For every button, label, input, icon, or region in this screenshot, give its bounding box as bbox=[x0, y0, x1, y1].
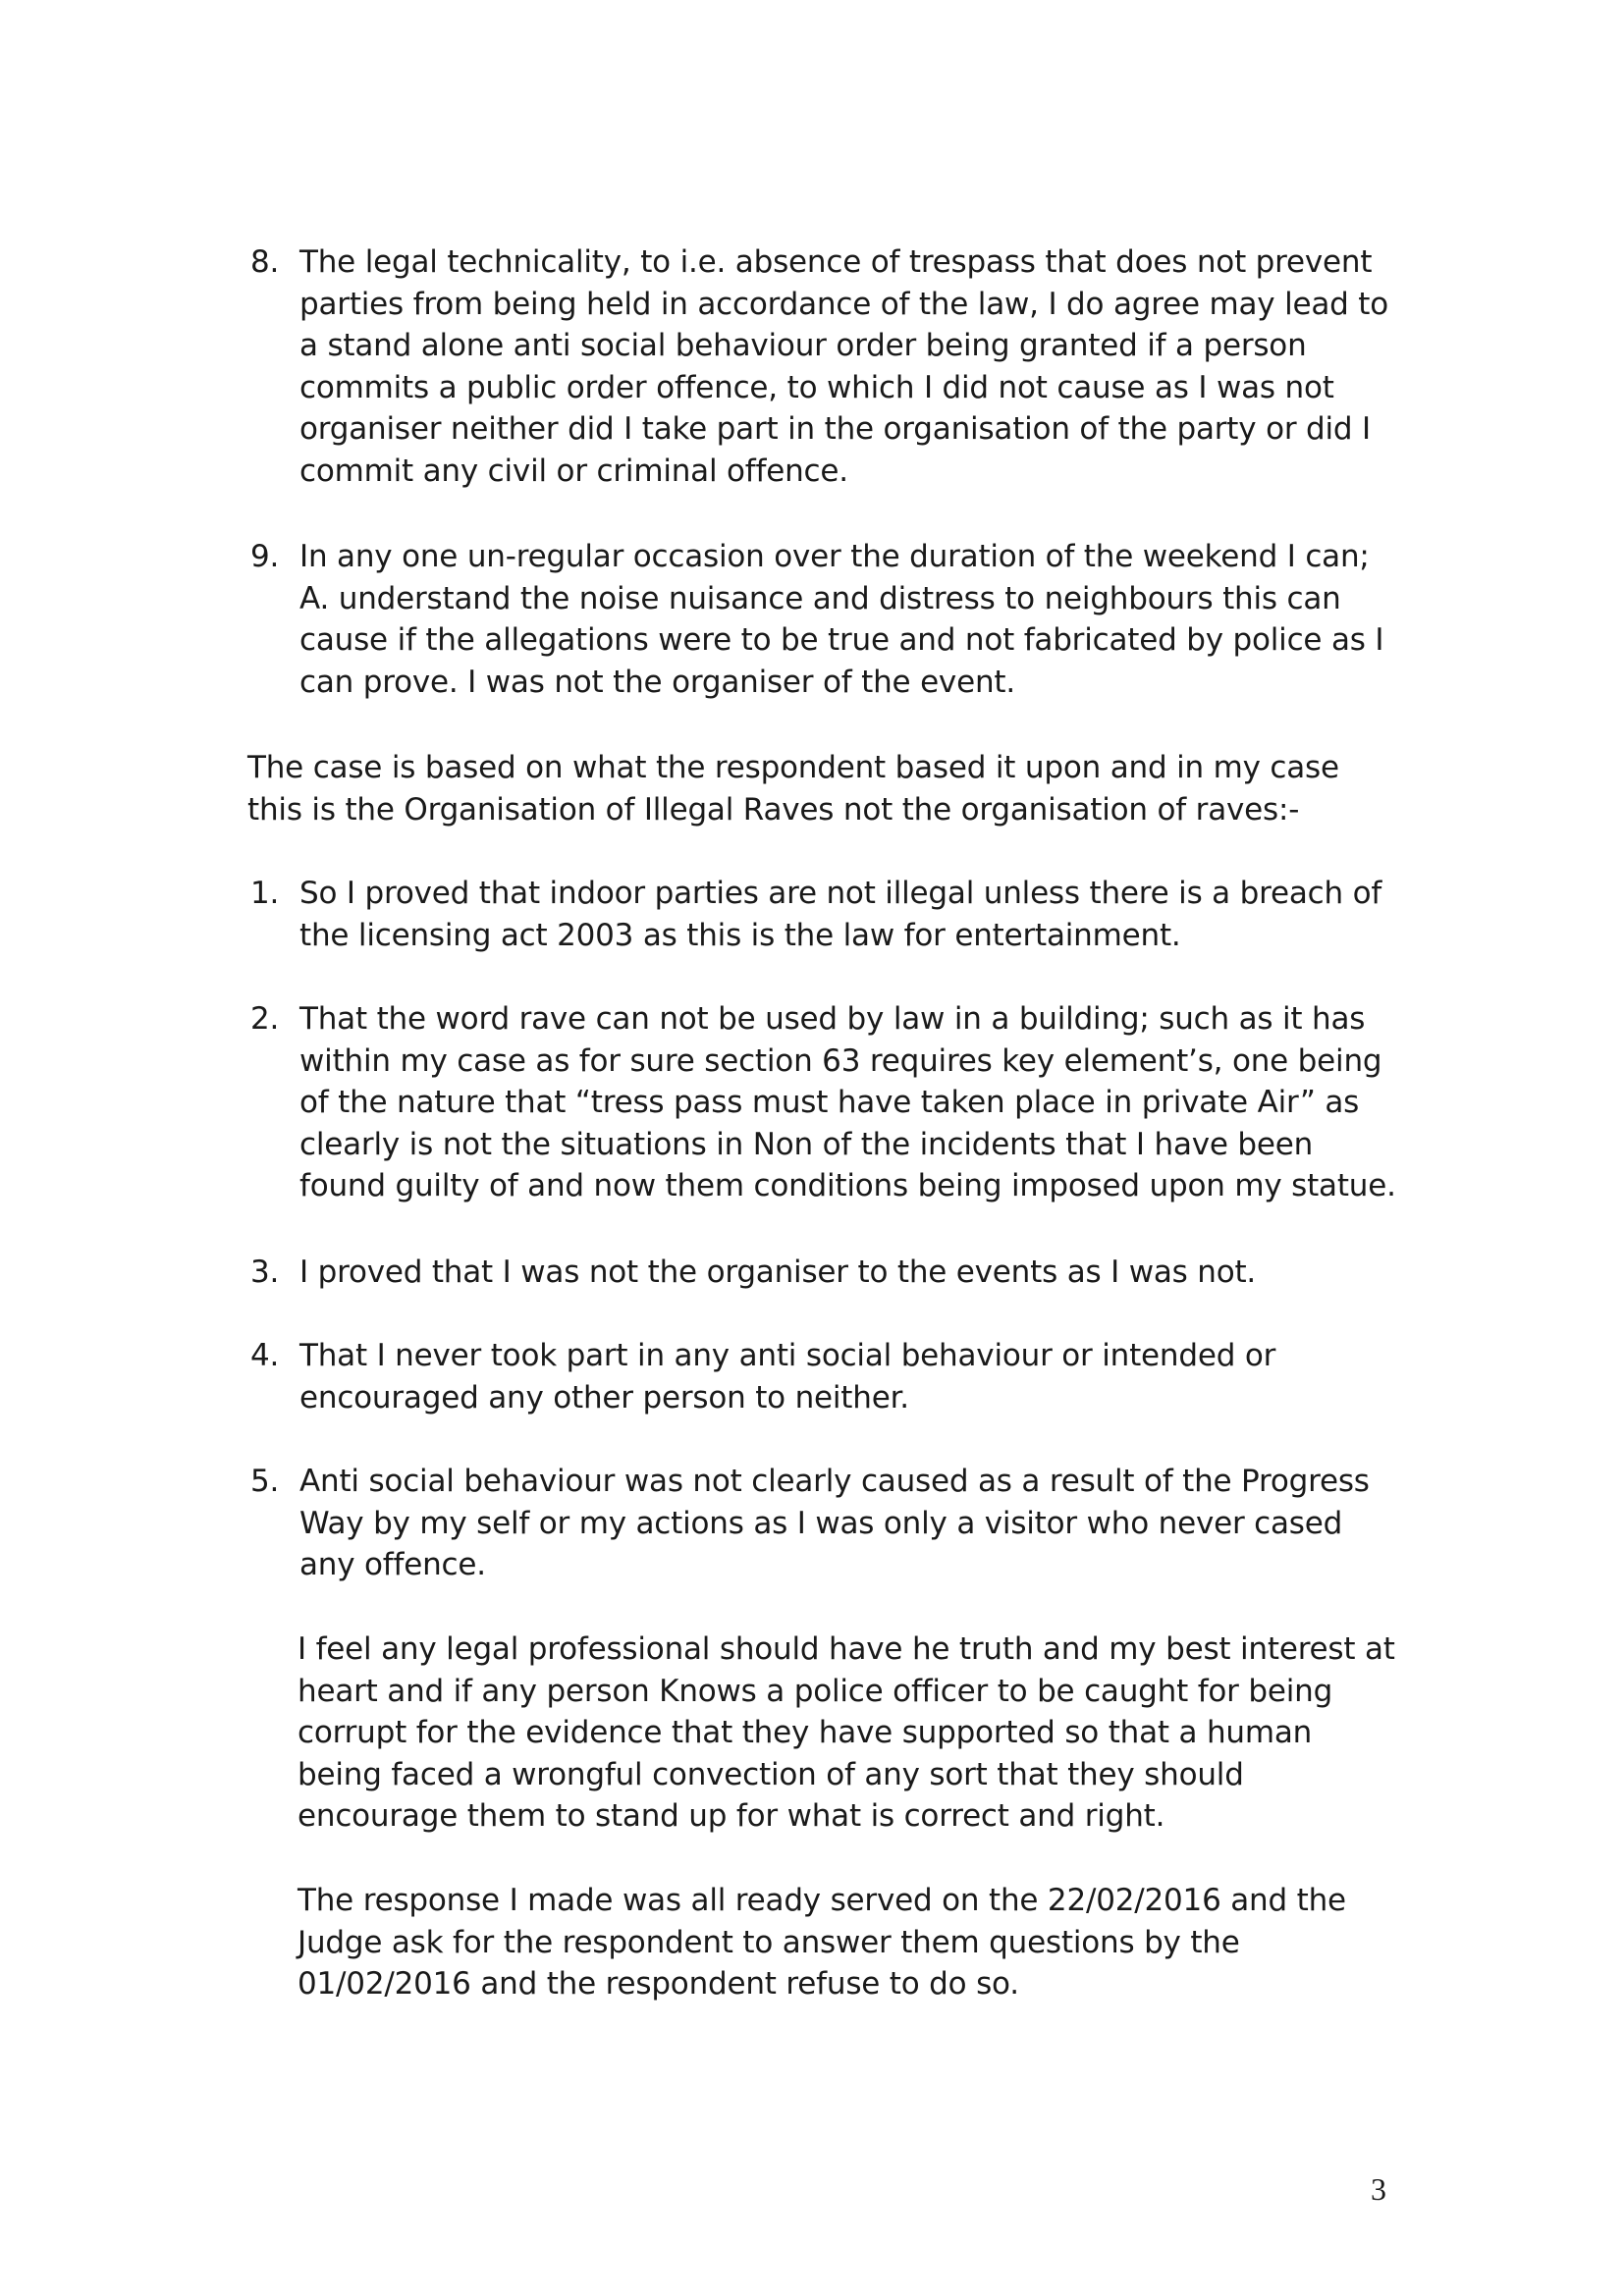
list-number: 4. bbox=[250, 1338, 280, 1373]
list-item-8 bbox=[250, 241, 1399, 493]
list-item-4 bbox=[250, 1335, 1399, 1418]
closing-paragraph-2: The response I made was all ready served on the 22/02/2016 and the Judge ask for the respondent to answer them questions by the 01/02/2016 and the respondent refuse to do so. bbox=[298, 1883, 1346, 2002]
list-item-text: The legal technicality, to i.e. absence of trespass that does not prevent parties from being held in accordance of the law, I do agree may lead to a stand alone anti social behaviour order being granted if a person commits a public order offence, to which I did not cause as I was not organiser neither did I take part in the organisation of the party or did I commit any civil or criminal offence. bbox=[299, 244, 1389, 489]
list-item-text: That I never took part in any anti social behaviour or intended or encouraged any other person to neither. bbox=[299, 1338, 1276, 1415]
list-item-1 bbox=[250, 873, 1399, 956]
list-number: 2. bbox=[250, 1001, 280, 1037]
list-item-text: So I proved that indoor parties are not illegal unless there is a breach of the licensing act 2003 as this is the law for entertainment. bbox=[299, 876, 1382, 953]
list-number: 1. bbox=[250, 876, 280, 911]
page-number: 3 bbox=[1371, 2171, 1386, 2207]
list-item-text: I proved that I was not the organiser to the events as I was not. bbox=[299, 1255, 1257, 1290]
list-item-5 bbox=[250, 1461, 1399, 1586]
list-number: 3. bbox=[250, 1255, 280, 1290]
list-item-3 bbox=[250, 1252, 1399, 1294]
list-item-2 bbox=[250, 998, 1399, 1207]
list-item-9 bbox=[250, 536, 1399, 703]
list-item-text: That the word rave can not be used by law in a building; such as it has within my case as for sure section 63 requires key element’s, one being of the nature that “tress pass must have taken place in private Air” as clearly is not the situations in Non of the incidents that I have been found guilty of and now them conditions being imposed upon my statue. bbox=[299, 1001, 1396, 1204]
list-item-text: In any one un-regular occasion over the duration of the weekend I can; A. understand the noise nuisance and distress to neighbours this can cause if the allegations were to be true and not fabricated by police as I can prove. I was not the organiser of the event. bbox=[299, 539, 1384, 700]
list-number: 5. bbox=[250, 1464, 280, 1499]
list-number: 9. bbox=[250, 539, 280, 574]
list-number: 8. bbox=[250, 244, 280, 280]
list-item-text: Anti social behaviour was not clearly caused as a result of the Progress Way by my self or my actions as I was only a visitor who never cased any offence. bbox=[299, 1464, 1370, 1583]
closing-paragraph-1: I feel any legal professional should have he truth and my best interest at heart and if any person Knows a police officer to be caught for being corrupt for the evidence that they have supported so that a human being faced a wrongful convection of any sort that they should encourage them to stand up for what is correct and right. bbox=[298, 1631, 1395, 1835]
intro-paragraph: The case is based on what the respondent based it upon and in my case this is the Organisation of Illegal Raves not the organisation of raves:- bbox=[247, 750, 1339, 828]
